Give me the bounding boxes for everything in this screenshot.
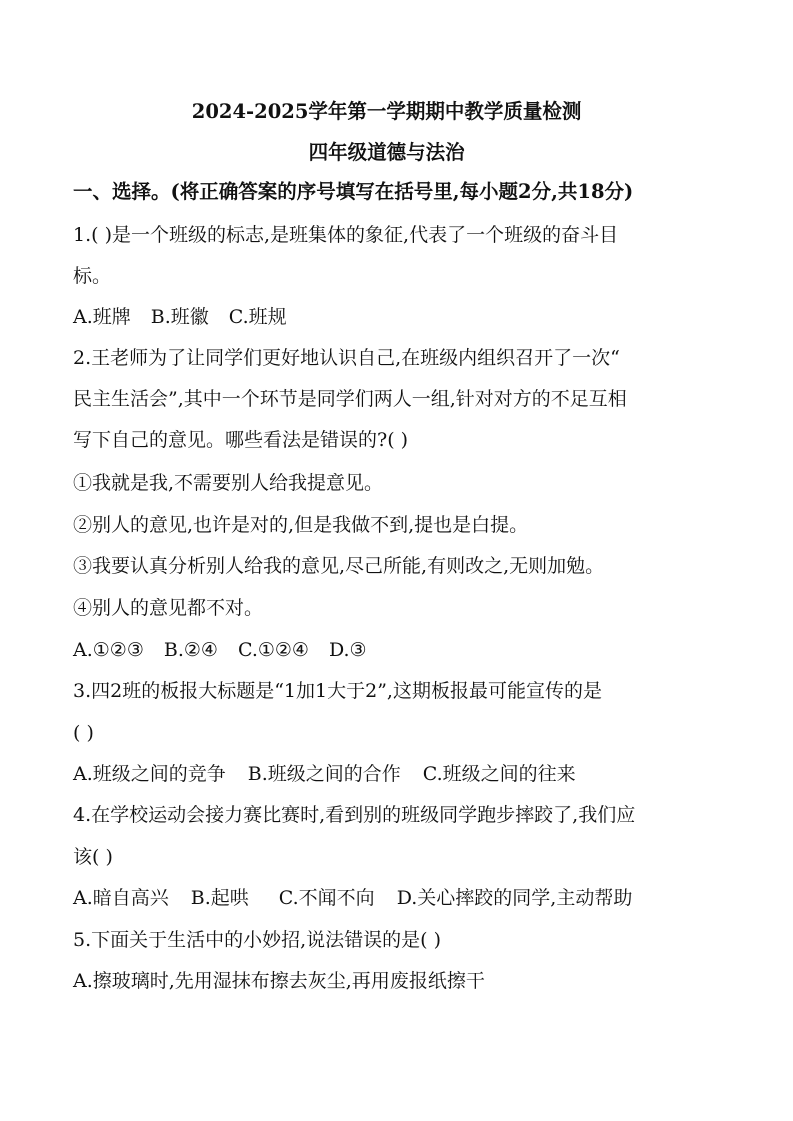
question-1-line-2: 标。 (73, 265, 112, 287)
option-c: C.班规 (228, 306, 287, 328)
question-5-option-a: A.擦玻璃时,先用湿抹布擦去灰尘,再用废报纸擦干 (73, 970, 485, 992)
option-c: C.不闻不向 (278, 887, 375, 909)
option-a: A.①②③ (73, 639, 144, 661)
option-a: A.班级之间的竞争 (73, 763, 226, 785)
option-b: B.起哄 (190, 887, 249, 909)
option-b: B.班级之间的合作 (247, 763, 401, 785)
question-1-options (73, 304, 287, 330)
exam-title: 2024-2025学年第一学期期中教学质量检测 (191, 99, 582, 123)
question-5-line-1: 5.下面关于生活中的小妙招,说法错误的是( ) (73, 929, 442, 951)
exam-subtitle: 四年级道德与法治 (308, 140, 465, 164)
question-2-line-3: 写下自己的意见。哪些看法是错误的?( ) (73, 429, 409, 451)
question-1-line-1: 1.( )是一个班级的标志,是班集体的象征,代表了一个班级的奋斗目 (73, 224, 619, 246)
question-3-options (73, 761, 576, 787)
question-4-line-2: 该( ) (73, 846, 113, 868)
option-b: B.班徽 (150, 306, 209, 328)
question-4-options (73, 885, 632, 911)
option-a: A.暗自高兴 (73, 887, 169, 909)
option-d: D.③ (328, 639, 367, 661)
option-c: C.①②④ (237, 639, 309, 661)
question-2-statement-1: ①我就是我,不需要别人给我提意见。 (73, 472, 384, 494)
question-2-line-1: 2.王老师为了让同学们更好地认识自己,在班级内组织召开了一次“ (73, 347, 620, 369)
option-b: B.②④ (163, 639, 218, 661)
question-2-line-2: 民主生活会”,其中一个环节是同学们两人一组,针对对方的不足互相 (73, 388, 627, 410)
question-4-line-1: 4.在学校运动会接力赛比赛时,看到别的班级同学跑步摔跤了,我们应 (73, 804, 636, 826)
question-3-line-2: ( ) (73, 722, 94, 744)
section-heading: 一、选择。(将正确答案的序号填写在括号里,每小题2分,共18分) (73, 180, 634, 203)
question-3-line-1: 3.四2班的板报大标题是“1加1大于2”,这期板报最可能宣传的是 (73, 680, 602, 702)
question-2-options (73, 637, 367, 663)
question-2-statement-4: ④别人的意见都不对。 (73, 597, 264, 619)
option-c: C.班级之间的往来 (422, 763, 576, 785)
option-d: D.关心摔跤的同学,主动帮助 (396, 887, 633, 909)
option-a: A.班牌 (73, 306, 131, 328)
question-2-statement-3: ③我要认真分析别人给我的意见,尽己所能,有则改之,无则加勉。 (73, 555, 605, 577)
question-2-statement-2: ②别人的意见,也许是对的,但是我做不到,提也是白提。 (73, 514, 529, 536)
